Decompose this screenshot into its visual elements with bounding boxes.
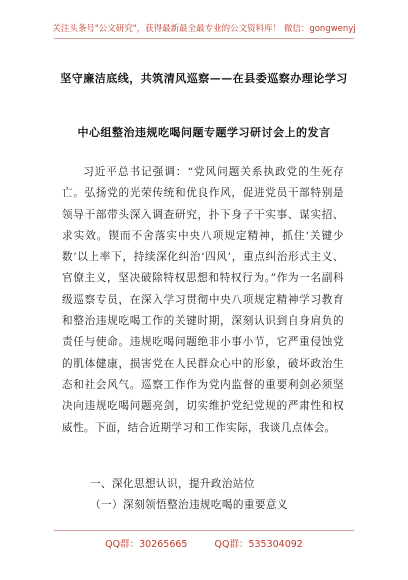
footer-divider (54, 530, 354, 531)
header-promo-text: 关注头条号"公文研究"，获得最新最全最专业的公文资料库！ 微信：gongwenyj (52, 24, 356, 34)
footer-qq-group-2: QQ群：535304092 (214, 539, 303, 550)
footer-contact (0, 536, 408, 550)
document-title-line2: 中心组整治违规吃喝问题专题学习研讨会上的发言 (77, 126, 331, 139)
body-paragraph: 习近平总书记强调：“党风问题关系执政党的生死存亡。弘扬党的光荣传统和优良作风，促进党员干部特别是领导干部带头深入调查研究，扑下身子干实事、谋实招、求实效。锲而不舍落实中央八项规定精神，抓住‘关键少数’以上率下，持续深化纠治‘四风’，重点纠治形式主义、官僚主义，坚决破除特权思想和特权行为。”作为一名副科级巡察专员，在深入学习贯彻中央八项规定精神学习教育和整治违规吃喝工作的关键时期，深刻认识到自身肩负的责任与使命。违规吃喝问题绝非小事小节，它严重侵蚀党的肌体健康，损害党在人民群众心中的形象，破坏政治生态和社会风气。巡察工作作为党内监督的重要利剑必须坚决向违规吃喝问题亮剑，切实维护党纪党规的严肃性和权威性。下面，结合近期学习和工作实际，我谈几点体会。 (62, 166, 344, 434)
footer-qq-group-1: QQ群：30265665 (105, 539, 188, 550)
header-divider (54, 38, 354, 39)
subsection-heading-1: （一）深刻领悟整治违规吃喝的重要意义 (90, 499, 288, 511)
section-heading-1: 一、深化思想认识，提升政治站位 (90, 478, 255, 490)
document-title-line1: 坚守廉洁底线，共筑清风巡察——在县委巡察办理论学习 (60, 72, 348, 85)
